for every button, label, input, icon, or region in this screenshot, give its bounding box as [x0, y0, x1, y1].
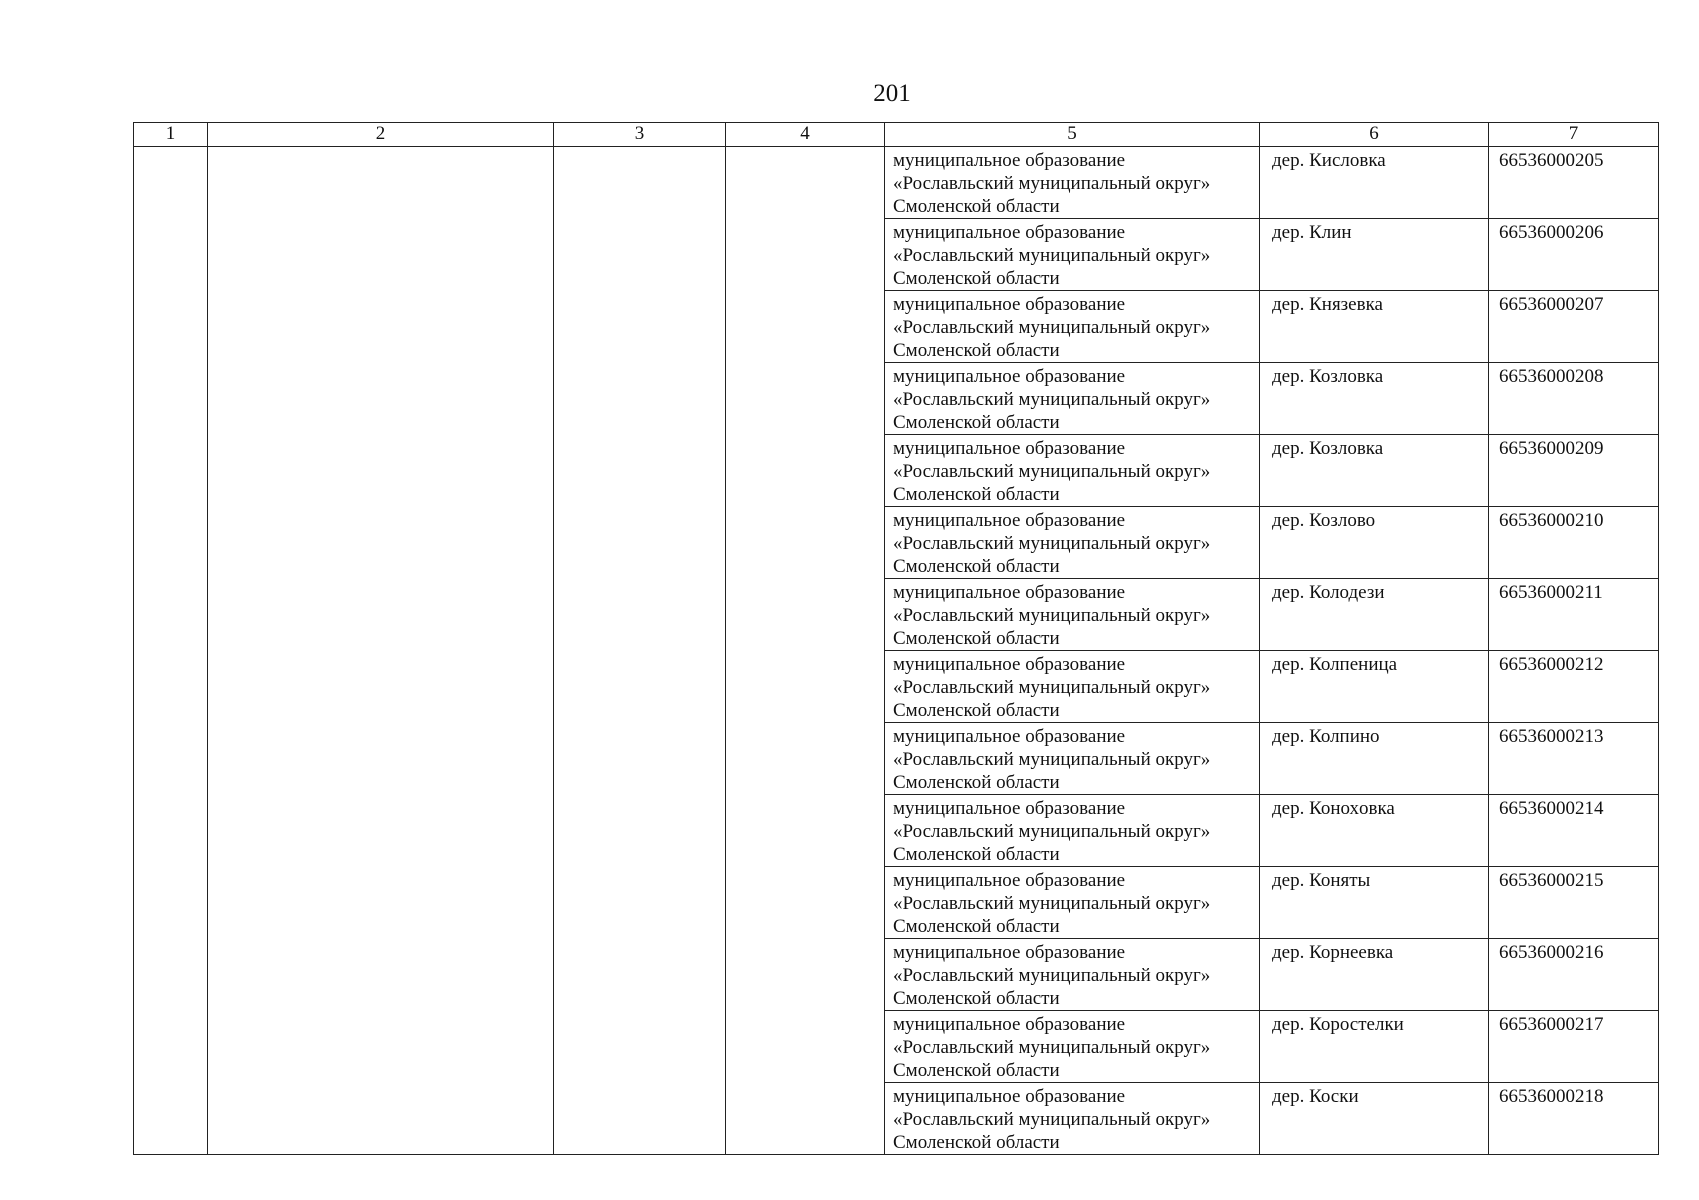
municipality-text: Смоленской области: [893, 916, 1060, 937]
col-3-cell: [554, 147, 726, 1155]
municipality-text: муниципальное образование: [893, 438, 1126, 459]
settlement-cell: дер. Колпеница: [1260, 651, 1489, 723]
municipality-text: «Рославльский муниципальный округ»: [893, 1109, 1211, 1130]
code-cell: 66536000217: [1489, 1011, 1659, 1083]
municipality-text: муниципальное образование: [893, 798, 1126, 819]
municipality-text: Смоленской области: [893, 340, 1060, 361]
settlement-cell: дер. Коростелки: [1260, 1011, 1489, 1083]
column-header-4: 4: [726, 123, 885, 147]
table-row: [134, 147, 1659, 219]
municipality-text: муниципальное образование: [893, 222, 1126, 243]
code-cell: 66536000215: [1489, 867, 1659, 939]
page-number: 201: [873, 80, 911, 107]
settlement-cell: дер. Козлово: [1260, 507, 1489, 579]
column-header-5: 5: [885, 123, 1260, 147]
municipality-text: Смоленской области: [893, 1060, 1060, 1081]
settlement-cell: дер. Конохoвка: [1260, 795, 1489, 867]
municipality-text: муниципальное образование: [893, 510, 1126, 531]
municipality-text: муниципальное образование: [893, 582, 1126, 603]
table-body: [134, 147, 1659, 1155]
municipality-text: «Рославльский муниципальный округ»: [893, 965, 1211, 986]
municipality-text: Смоленской области: [893, 1132, 1060, 1153]
settlement-cell: дер. Коски: [1260, 1083, 1489, 1155]
municipality-text: Смоленской области: [893, 988, 1060, 1009]
municipality-cell: [885, 867, 1260, 939]
settlement-cell: дер. Клин: [1260, 219, 1489, 291]
code-cell: 66536000209: [1489, 435, 1659, 507]
municipality-text: «Рославльский муниципальный округ»: [893, 605, 1211, 626]
code-cell: 66536000213: [1489, 723, 1659, 795]
municipality-text: «Рославльский муниципальный округ»: [893, 389, 1211, 410]
col-4-cell: [726, 147, 885, 1155]
municipality-text: муниципальное образование: [893, 1014, 1126, 1035]
code-cell: 66536000218: [1489, 1083, 1659, 1155]
settlement-cell: дер. Кисловка: [1260, 147, 1489, 219]
municipality-text: муниципальное образование: [893, 654, 1126, 675]
column-header-3: 3: [554, 123, 726, 147]
col-1-cell: [134, 147, 208, 1155]
municipality-text: Смоленской области: [893, 700, 1060, 721]
municipality-text: Смоленской области: [893, 844, 1060, 865]
settlements-table: [133, 122, 1659, 1155]
municipality-text: Смоленской области: [893, 412, 1060, 433]
municipality-text: муниципальное образование: [893, 942, 1126, 963]
municipality-cell: [885, 507, 1260, 579]
settlement-cell: дер. Князевка: [1260, 291, 1489, 363]
municipality-text: муниципальное образование: [893, 150, 1126, 171]
municipality-cell: [885, 579, 1260, 651]
municipality-cell: [885, 1011, 1260, 1083]
municipality-cell: [885, 651, 1260, 723]
code-cell: 66536000216: [1489, 939, 1659, 1011]
code-cell: 66536000211: [1489, 579, 1659, 651]
municipality-text: муниципальное образование: [893, 726, 1126, 747]
municipality-text: Смоленской области: [893, 268, 1060, 289]
municipality-text: «Рославльский муниципальный округ»: [893, 821, 1211, 842]
municipality-text: муниципальное образование: [893, 294, 1126, 315]
code-cell: 66536000210: [1489, 507, 1659, 579]
municipality-text: «Рославльский муниципальный округ»: [893, 749, 1211, 770]
settlement-cell: дер. Козловка: [1260, 435, 1489, 507]
municipality-cell: [885, 1083, 1260, 1155]
municipality-cell: [885, 435, 1260, 507]
municipality-text: муниципальное образование: [893, 870, 1126, 891]
municipality-text: муниципальное образование: [893, 1086, 1126, 1107]
municipality-text: Смоленской области: [893, 772, 1060, 793]
settlement-cell: дер. Козловка: [1260, 363, 1489, 435]
municipality-cell: [885, 939, 1260, 1011]
municipality-text: «Рославльский муниципальный округ»: [893, 245, 1211, 266]
code-cell: 66536000214: [1489, 795, 1659, 867]
municipality-text: «Рославльский муниципальный округ»: [893, 677, 1211, 698]
settlement-cell: дер. Колпино: [1260, 723, 1489, 795]
code-cell: 66536000212: [1489, 651, 1659, 723]
column-header-1: 1: [134, 123, 208, 147]
municipality-text: «Рославльский муниципальный округ»: [893, 173, 1211, 194]
municipality-text: «Рославльский муниципальный округ»: [893, 1037, 1211, 1058]
municipality-text: «Рославльский муниципальный округ»: [893, 533, 1211, 554]
settlement-cell: дер. Коняты: [1260, 867, 1489, 939]
municipality-cell: [885, 723, 1260, 795]
municipality-cell: [885, 219, 1260, 291]
municipality-text: Смоленской области: [893, 556, 1060, 577]
header-row: [134, 123, 1659, 147]
municipality-cell: [885, 291, 1260, 363]
settlement-cell: дер. Колодези: [1260, 579, 1489, 651]
municipality-text: «Рославльский муниципальный округ»: [893, 317, 1211, 338]
settlement-cell: дер. Корнеевка: [1260, 939, 1489, 1011]
code-cell: 66536000206: [1489, 219, 1659, 291]
column-header-2: 2: [208, 123, 554, 147]
municipality-cell: [885, 363, 1260, 435]
code-cell: 66536000205: [1489, 147, 1659, 219]
municipality-cell: [885, 147, 1260, 219]
code-cell: 66536000208: [1489, 363, 1659, 435]
municipality-text: Смоленской области: [893, 484, 1060, 505]
code-cell: 66536000207: [1489, 291, 1659, 363]
municipality-cell: [885, 795, 1260, 867]
column-header-6: 6: [1260, 123, 1489, 147]
municipality-text: муниципальное образование: [893, 366, 1126, 387]
municipality-text: Смоленской области: [893, 196, 1060, 217]
municipality-text: Смоленской области: [893, 628, 1060, 649]
col-2-cell: [208, 147, 554, 1155]
municipality-text: «Рославльский муниципальный округ»: [893, 461, 1211, 482]
column-header-7: 7: [1489, 123, 1659, 147]
municipality-text: «Рославльский муниципальный округ»: [893, 893, 1211, 914]
